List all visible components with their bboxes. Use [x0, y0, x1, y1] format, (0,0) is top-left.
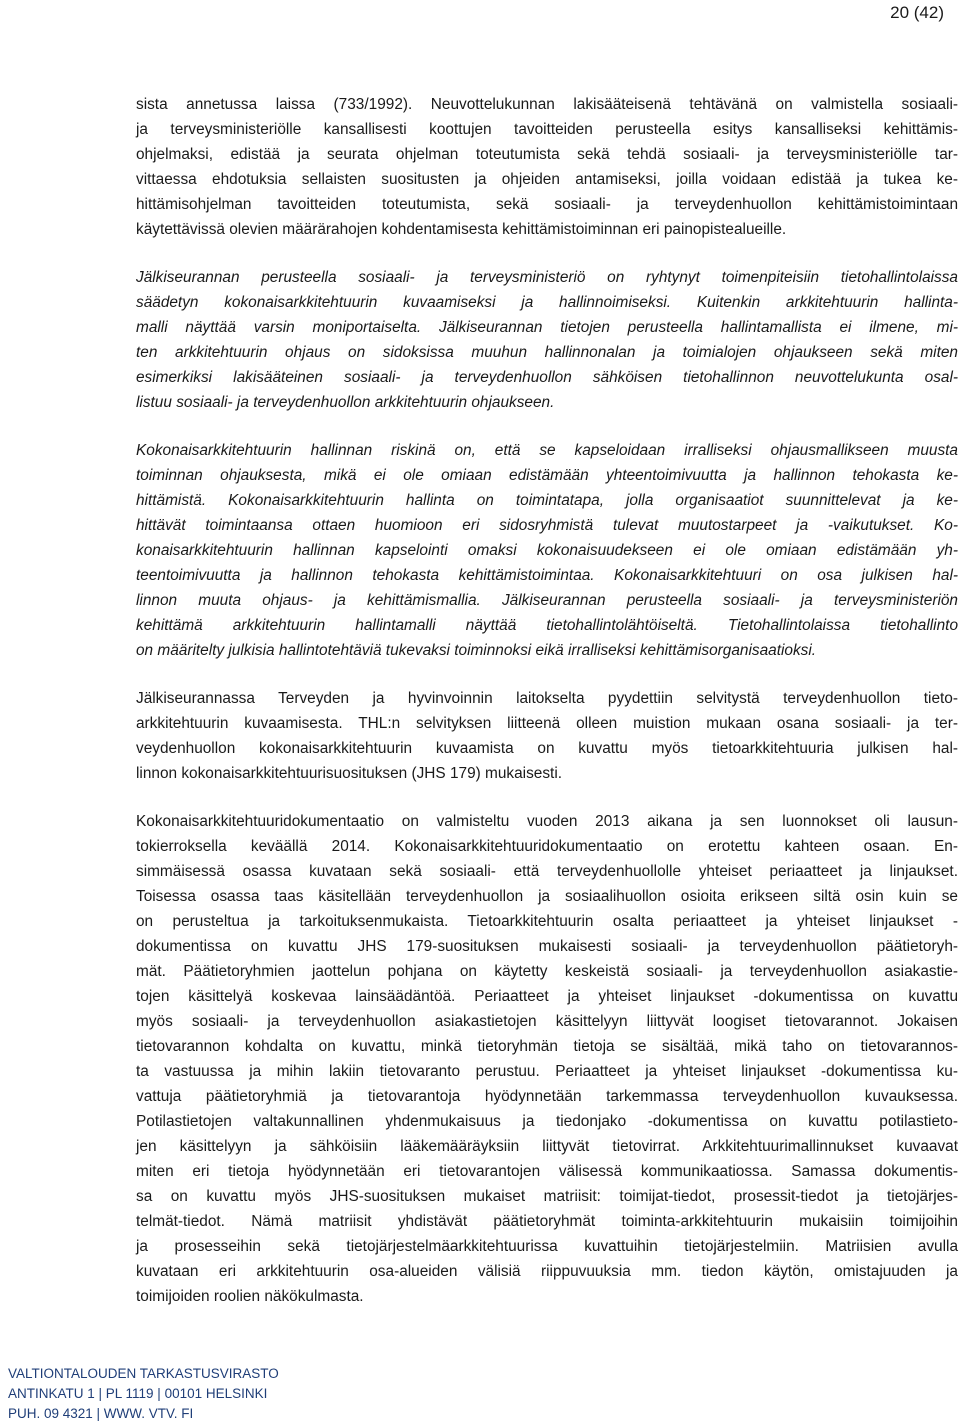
paragraph-line: tietovarannon kohdalta on kuvattu, minkä tietoryhmän tietoja se sisältää, mikä taho on tietovarannos-	[136, 1038, 958, 1055]
paragraph-line: vittaessa ehdotuksia sellaisten suositusten ja ohjeiden antamiseksi, joilla voidaan edistää ja tukea ke-	[136, 171, 958, 188]
paragraph-line: Potilastietojen valtakunnallinen yhdenmukaisuus ja tiedonjako -dokumentissa on kuvattu potilastieto-	[136, 1113, 958, 1130]
paragraph-line: kuvataan eri arkkitehtuurin osa-alueiden välisiä riippuvuuksia mm. tiedon käytön, omistajuuden ja	[136, 1263, 958, 1280]
paragraph-line: ja terveysministeriölle kansallisesti koottujen tavoitteiden perusteella esitys kansalliseksi kehittämis-	[136, 121, 958, 138]
paragraph-line: telmät-tiedot. Nämä matriisit yhdistävät päätietoryhmät toiminta-arkkitehtuurin mukaisiin toimijoihin	[136, 1213, 958, 1230]
paragraph-line: veydenhuollon kokonaisarkkitehtuurin kuvaamista on kuvattu myös tietoarkkitehtuuria julkisen hal-	[136, 740, 958, 757]
paragraph-line: dokumentissa on kuvattu JHS 179-suosituksen mukaisesti sosiaali- ja terveydenhuollon päätietoryh-	[136, 938, 958, 955]
paragraph-line: käytettävissä olevien määrärahojen kohdentamisesta kehittämistoiminnan eri painopistealueille.	[136, 221, 787, 238]
footer-address: ANTINKATU 1 | PL 1119 | 00101 HELSINKI	[8, 1386, 268, 1401]
paragraph	[136, 438, 958, 663]
paragraph-line: tokierroksella keväällä 2014. Kokonaisarkkitehtuuridokumentaatio on erotettu kahteen osaan. En-	[136, 838, 958, 855]
paragraph-line: malli näyttää varsin moniportaiselta. Jälkiseurannan tietojen perusteella hallintamallista ei ilmene, mi-	[136, 319, 958, 336]
paragraph-line: Jälkiseurannassa Terveyden ja hyvinvoinnin laitokselta pyydettiin selvitystä terveydenhuollon tieto-	[136, 690, 958, 707]
paragraph-line: sa on kuvattu myös JHS-suosituksen mukaiset matriisit: toimijat-tiedot, prosessit-tiedot ja tietojärjes-	[136, 1188, 958, 1205]
paragraph	[136, 809, 958, 1309]
paragraph	[136, 92, 958, 242]
paragraph-line: vattuja päätietoryhmiä ja tietovarantoja hyödynnetään tarkemmassa terveydenhuollon kuvauksessa.	[136, 1088, 958, 1105]
paragraph-line: hittämistä. Kokonaisarkkitehtuurin hallinta on toimintatapa, jolla organisaatiot suunnittelevat ja ke-	[136, 492, 958, 509]
paragraph-line: on perusteltua ja tarkoituksenmukaista. Tietoarkkitehtuurin osalta periaatteet ja yhteiset linjaukset -	[136, 913, 958, 930]
paragraph-line: konaisarkkitehtuurin hallinnan kapselointi omaksi kokonaisuudekseen ei ole omiaan edistämään yh-	[136, 542, 958, 559]
paragraph-line: hittävät toimintaansa ottaen huomioon eri sidosryhmistä tulevat muutostarpeet ja -vaikutukset. Ko-	[136, 517, 958, 534]
paragraph-line: jen käsittelyyn ja sähköisiin lääkemääräyksiin liittyvät tietovirrat. Arkkitehtuurimallinnukset kuvaavat	[136, 1138, 958, 1155]
paragraph-line: arkkitehtuurin kuvaamisesta. THL:n selvityksen liitteenä olleen muistion mukaan osana sosiaali- ja ter-	[136, 715, 958, 732]
page-number: 20 (42)	[890, 3, 944, 22]
paragraph-line: kehittämä arkkitehtuurin hallintamalli näyttää tietohallintolähtöiseltä. Tietohallintolaissa tietohallinto	[136, 617, 958, 634]
paragraph-line: hittämisohjelman tavoitteiden toteutumista, sekä sosiaali- ja terveydenhuollon kehittämistoimintaan	[136, 196, 958, 213]
paragraph-line: myös sosiaali- ja terveydenhuollon asiakastietojen käsittelyyn liittyvät loogiset tietovarannot. Jokaisen	[136, 1013, 958, 1030]
paragraph-line: ja prosesseihin sekä tietojärjestelmäarkkitehtuurissa kuvattuihin tietojärjestelmiin. Matriisien avulla	[136, 1238, 958, 1255]
footer-contact: PUH. 09 4321 | WWW. VTV. FI	[8, 1406, 194, 1421]
paragraph-line: ohjelmaksi, edistää ja seurata ohjelman toteutumista sekä tehdä sosiaali- ja terveysministeriölle tar-	[136, 146, 958, 163]
footer-organization: VALTIONTALOUDEN TARKASTUSVIRASTO	[8, 1366, 279, 1381]
paragraph	[136, 265, 958, 415]
paragraph-line: ten arkkitehtuurin ohjaus on sidoksissa muuhun hallinnonalan ja toimialojen ohjaukseen sekä miten	[136, 344, 958, 361]
paragraph-line: linnon muuta ohjaus- ja kehittämismallia. Jälkiseurannan perusteella sosiaali- ja terveysministeriön	[136, 592, 958, 609]
paragraph-line: simmäisessä osassa kuvataan sekä sosiaali- että terveydenhuollolle yhteiset periaatteet ja linjaukset.	[136, 863, 958, 880]
paragraph-line: esimerkiksi lakisääteinen sosiaali- ja terveydenhuollon sähköisen tietohallinnon neuvottelukunta osal-	[136, 369, 958, 386]
paragraph-line: listuu sosiaali- ja terveydenhuollon arkkitehtuurin ohjaukseen.	[136, 394, 555, 411]
paragraph-line: on määritelty julkisia hallintotehtäviä tukevaksi toiminnoksi eikä irralliseksi kehittämisorganisaatioksi.	[136, 642, 817, 659]
paragraph-line: toiminnan ohjauksesta, mikä ei ole omiaan edistämään yhteentoimivuutta ja hallinnon tehokasta ke-	[136, 467, 958, 484]
paragraph-line: säädetyn kokonaisarkkitehtuurin kuvaamiseksi ja hallinnoimiseksi. Kuitenkin arkkitehtuurin hallinta-	[136, 294, 958, 311]
footer	[8, 1364, 279, 1424]
paragraph-line: sista annetussa laissa (733/1992). Neuvottelukunnan lakisääteisenä tehtävänä on valmistella sosiaali-	[136, 96, 958, 113]
paragraph-line: mät. Päätietoryhmien jaottelun pohjana on käytetty keskeistä sosiaali- ja terveydenhuollon asiakastie-	[136, 963, 958, 980]
paragraph-line: teentoimivuutta ja hallinnon tehokasta kehittämistoimintaa. Kokonaisarkkitehtuuri on osa julkisen hal-	[136, 567, 958, 584]
paragraph-line: linnon kokonaisarkkitehtuurisuosituksen (JHS 179) mukaisesti.	[136, 765, 563, 782]
paragraph-line: Kokonaisarkkitehtuurin hallinnan riskinä on, että se kapseloidaan irralliseksi ohjausmallikseen muusta	[136, 442, 958, 459]
paragraph-line: Kokonaisarkkitehtuuridokumentaatio on valmisteltu vuoden 2013 aikana ja sen luonnokset oli lausun-	[136, 813, 958, 830]
paragraph-line: miten eri tietoja hyödynnetään eri tietovarantojen välisessä kommunikaatiossa. Samassa dokumentis-	[136, 1163, 958, 1180]
paragraph-line: tojen käsittelyä koskevaa lainsäädäntöä. Periaatteet ja yhteiset linjaukset -dokumentissa on kuvattu	[136, 988, 958, 1005]
paragraph-line: toimijoiden roolien näkökulmasta.	[136, 1288, 364, 1305]
paragraph-line: Jälkiseurannan perusteella sosiaali- ja terveysministeriö on ryhtynyt toimenpiteisiin tietohallintolaissa	[136, 269, 958, 286]
paragraph-line: ta vastuussa ja mihin lakiin tietovaranto perustuu. Periaatteet ja yhteiset linjaukset -dokumentissa ku-	[136, 1063, 958, 1080]
paragraph-line: Toisessa osassa taas käsitellään terveydenhuollon ja sosiaalihuollon osioita erikseen siltä osin kuin se	[136, 888, 958, 905]
document-body	[136, 92, 958, 1332]
paragraph	[136, 686, 958, 786]
